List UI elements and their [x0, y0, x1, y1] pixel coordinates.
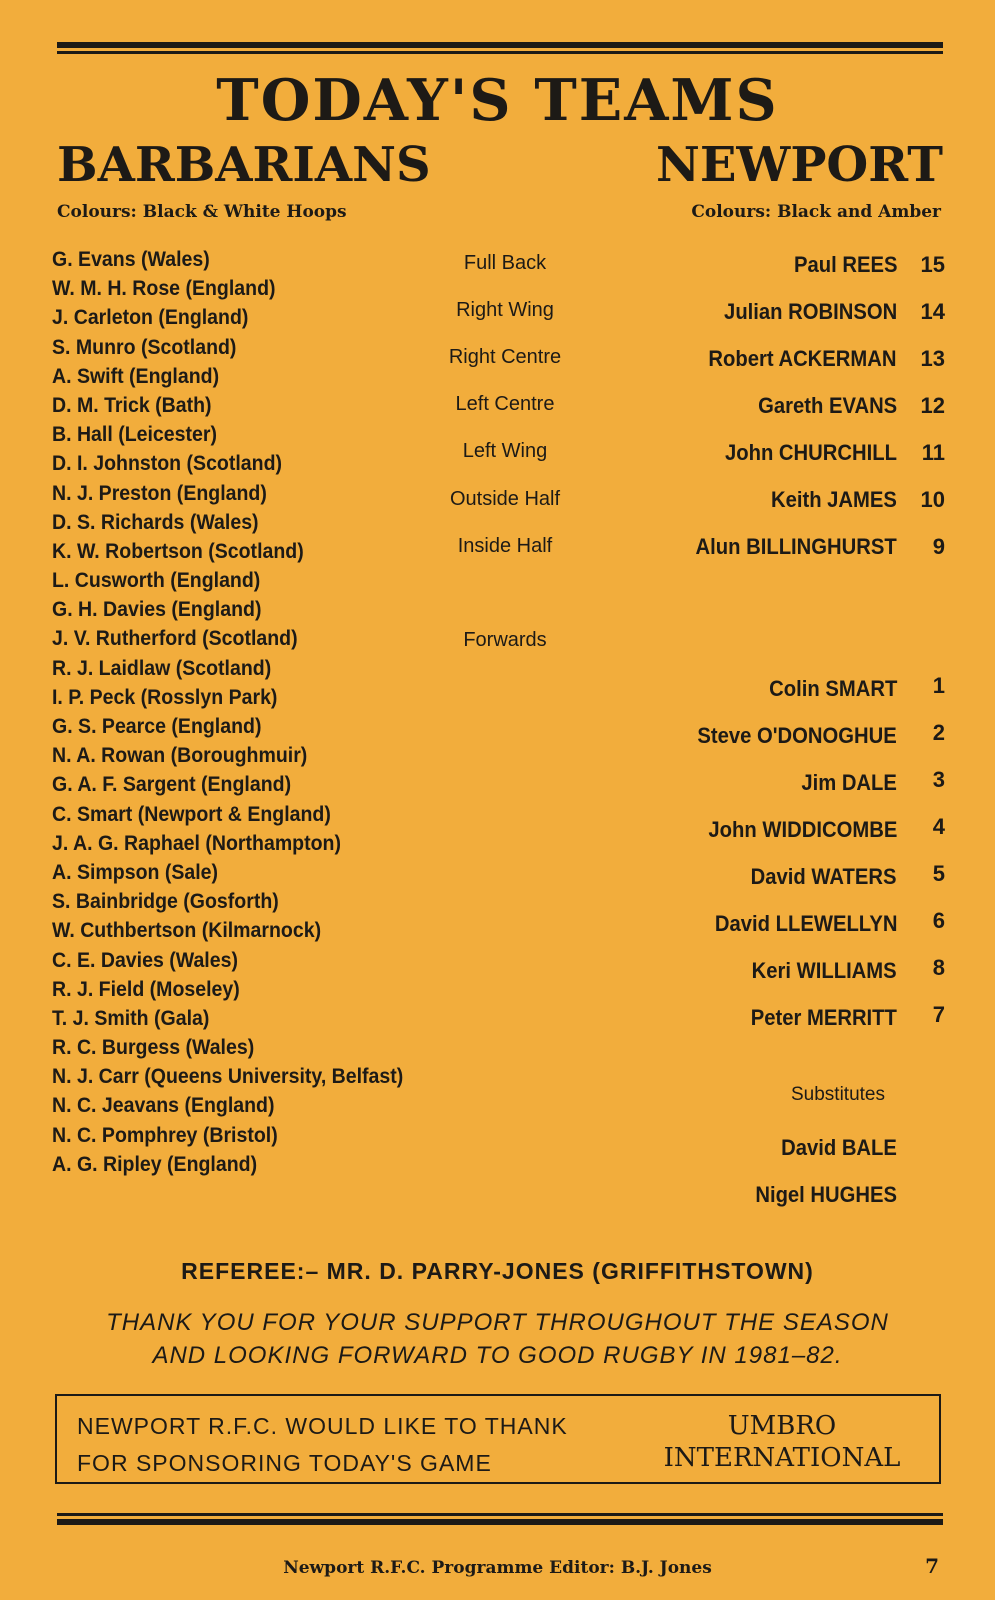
shirt-number: 13 — [920, 346, 945, 371]
sponsor-message-line-2: FOR SPONSORING TODAY'S GAME — [77, 1450, 492, 1476]
shirt-number: 1 — [932, 673, 945, 698]
list-item: C. Smart (Newport & England) — [52, 802, 331, 826]
position-label: Right Centre — [448, 346, 562, 368]
list-item: N. J. Carr (Queens University, Belfast) — [52, 1065, 404, 1089]
shirt-number: 6 — [932, 908, 945, 933]
home-team-colours: Colours: Black & White Hoops — [57, 202, 347, 222]
list-item: Steve O'DONOGHUE — [697, 723, 897, 748]
sponsor-name — [647, 1410, 917, 1474]
list-item: Alun BILLINGHURST — [695, 534, 897, 559]
shirt-number: 4 — [932, 814, 945, 839]
position-label: Outside Half — [449, 488, 561, 510]
list-item: R. C. Burgess (Wales) — [52, 1036, 255, 1060]
list-item: G. Evans (Wales) — [52, 248, 210, 271]
list-item: D. I. Johnston (Scotland) — [52, 452, 283, 476]
list-item: Colin SMART — [768, 676, 897, 701]
list-item: Jim DALE — [801, 770, 897, 795]
shirt-number: 10 — [920, 487, 945, 512]
substitutes-label: Substitutes — [791, 1084, 885, 1105]
forwards-label: Forwards — [463, 629, 547, 651]
position-label: Left Centre — [455, 393, 555, 415]
home-team-name: BARBARIANS — [57, 137, 431, 193]
list-item: W. M. H. Rose (England) — [52, 277, 276, 301]
list-item: Nigel HUGHES — [755, 1182, 897, 1207]
position-label: Inside Half — [457, 535, 553, 557]
top-rule-thick — [57, 42, 943, 48]
list-item: N. A. Rowan (Boroughmuir) — [52, 744, 308, 768]
list-item: T. J. Smith (Gala) — [52, 1006, 210, 1030]
thanks-line-2: AND LOOKING FORWARD TO GOOD RUGBY IN 1981–82. — [152, 1342, 843, 1369]
shirt-number: 8 — [932, 955, 945, 980]
footer-credit: Newport R.F.C. Programme Editor: B.J. Jones — [283, 1558, 712, 1578]
list-item: L. Cusworth (England) — [52, 569, 261, 593]
list-item: I. P. Peck (Rosslyn Park) — [52, 685, 278, 709]
shirt-number: 9 — [932, 534, 945, 559]
list-item: D. S. Richards (Wales) — [52, 510, 259, 534]
thanks-line-1: THANK YOU FOR YOUR SUPPORT THROUGHOUT THE SEASON — [106, 1309, 889, 1336]
top-rule-thin — [57, 51, 943, 54]
referee-line: REFEREE:– MR. D. PARRY-JONES (GRIFFITHSTOWN) — [181, 1258, 814, 1284]
list-item: R. J. Field (Moseley) — [52, 977, 240, 1001]
list-item: D. M. Trick (Bath) — [52, 393, 212, 417]
position-label: Left Wing — [462, 440, 548, 462]
list-item: J. V. Rutherford (Scotland) — [52, 627, 298, 651]
list-item: David BALE — [781, 1135, 897, 1160]
page-number: 7 — [925, 1554, 939, 1578]
list-item: Robert ACKERMAN — [708, 346, 897, 371]
position-label: Right Wing — [456, 299, 554, 321]
shirt-number: 5 — [932, 861, 945, 886]
list-item: Gareth EVANS — [757, 393, 897, 418]
list-item: N. J. Preston (England) — [52, 481, 267, 505]
list-item: N. C. Jeavans (England) — [52, 1094, 275, 1118]
shirt-number: 11 — [921, 440, 945, 465]
list-item: David LLEWELLYN — [714, 911, 897, 936]
list-item: Paul REES — [793, 252, 897, 277]
list-item: J. Carleton (England) — [52, 306, 249, 330]
list-item: J. A. G. Raphael (Northampton) — [52, 831, 341, 855]
list-item: G. H. Davies (England) — [52, 598, 262, 622]
list-item: John WIDDICOMBE — [708, 817, 897, 842]
list-item: G. A. F. Sargent (England) — [52, 773, 292, 797]
list-item: Julian ROBINSON — [723, 299, 897, 324]
home-player-list — [52, 245, 430, 1179]
sponsor-name-line-1: UMBRO — [727, 1411, 837, 1441]
list-item: G. S. Pearce (England) — [52, 715, 262, 738]
list-item: N. C. Pomphrey (Bristol) — [52, 1123, 278, 1147]
list-item: S. Bainbridge (Gosforth) — [52, 890, 279, 914]
list-item: A. Simpson (Sale) — [52, 860, 219, 884]
list-item: W. Cuthbertson (Kilmarnock) — [52, 919, 322, 943]
sponsor-box — [55, 1394, 941, 1484]
list-item: B. Hall (Leicester) — [52, 423, 217, 447]
list-item: S. Munro (Scotland) — [52, 335, 237, 359]
bottom-rule-thick — [57, 1519, 943, 1525]
list-item: A. G. Ripley (England) — [52, 1152, 258, 1176]
shirt-number: 3 — [932, 767, 945, 792]
list-item: Keri WILLIAMS — [751, 958, 897, 983]
shirt-number: 2 — [932, 720, 945, 745]
sponsor-message-line-1: NEWPORT R.F.C. WOULD LIKE TO THANK — [77, 1413, 568, 1439]
shirt-number: 7 — [932, 1002, 945, 1027]
sponsor-name-line-2: INTERNATIONAL — [663, 1443, 901, 1473]
away-team-name: NEWPORT — [655, 137, 943, 193]
sponsor-message — [77, 1408, 568, 1482]
list-item: R. J. Laidlaw (Scotland) — [52, 656, 272, 680]
shirt-number: 15 — [920, 252, 945, 277]
list-item: David WATERS — [751, 864, 897, 889]
page-title: TODAY'S TEAMS — [216, 67, 779, 134]
list-item: C. E. Davies (Wales) — [52, 948, 238, 972]
list-item: John CHURCHILL — [724, 440, 897, 465]
thanks-message — [0, 1306, 995, 1372]
bottom-rule-thin — [57, 1513, 943, 1516]
shirt-number: 12 — [920, 393, 945, 418]
list-item: A. Swift (England) — [52, 364, 220, 388]
list-item: K. W. Robertson (Scotland) — [52, 539, 304, 563]
list-item: Peter MERRITT — [750, 1005, 897, 1030]
list-item: Keith JAMES — [771, 487, 897, 512]
away-team-colours: Colours: Black and Amber — [691, 202, 941, 222]
position-label: Full Back — [463, 252, 547, 274]
shirt-number: 14 — [920, 299, 945, 324]
